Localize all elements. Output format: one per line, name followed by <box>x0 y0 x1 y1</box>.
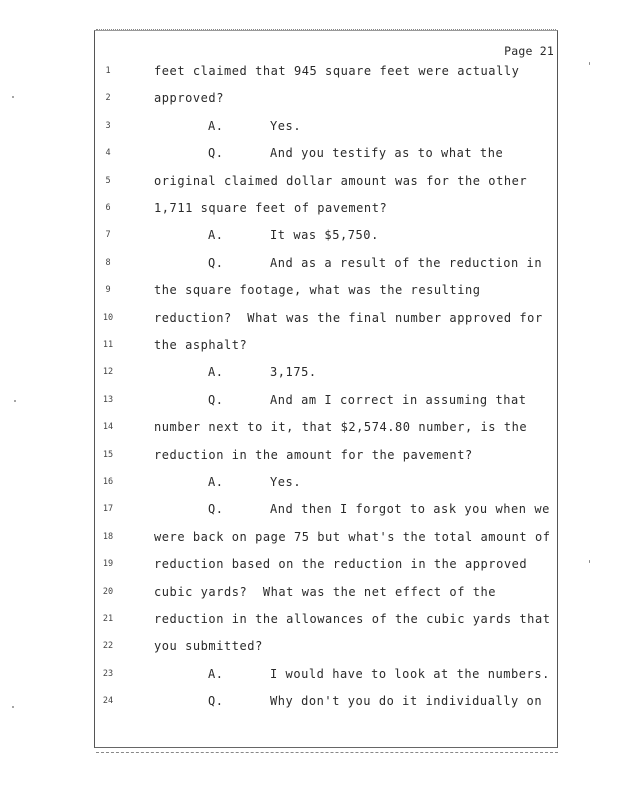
line-text: reduction in the amount for the pavement? <box>154 447 473 462</box>
transcript-line <box>0 585 618 601</box>
line-text: the square footage, what was the resulting <box>154 283 481 298</box>
transcript-line <box>0 448 618 464</box>
line-number: 13 <box>102 394 114 405</box>
line-text: cubic yards? What was the net effect of the <box>154 584 497 599</box>
line-content <box>208 228 379 242</box>
line-text: reduction in the allowances of the cubic yards that <box>154 612 551 626</box>
line-text: I would have to look at the numbers. <box>270 666 550 681</box>
line-number: 18 <box>102 531 114 542</box>
line-number: 3 <box>105 120 111 131</box>
line-number: 6 <box>105 203 111 213</box>
transcript-line <box>0 530 618 546</box>
line-content <box>208 256 542 270</box>
line-text: reduction? What was the final number approved for <box>154 310 543 325</box>
transcript-line <box>0 64 618 80</box>
transcript-line <box>0 174 618 190</box>
line-number: 11 <box>102 340 114 350</box>
transcript-line <box>0 228 618 244</box>
line-number: 4 <box>105 148 111 159</box>
transcript-line <box>0 283 618 299</box>
line-number: 1 <box>105 66 111 76</box>
page-number-header: Page 21 <box>504 44 554 58</box>
line-text: Yes. <box>270 475 302 489</box>
transcript-line <box>0 420 618 436</box>
transcript-line <box>0 311 618 327</box>
transcript-line <box>0 119 618 135</box>
speaker-label: A. <box>208 666 224 681</box>
transcript-line <box>0 201 618 217</box>
transcript-line <box>0 393 618 409</box>
transcript-line <box>0 146 618 162</box>
transcript-line <box>0 667 618 683</box>
line-content <box>154 64 519 78</box>
speaker-label: A. <box>208 365 224 380</box>
line-content <box>154 283 481 297</box>
line-content <box>154 420 527 434</box>
line-text: 1,711 square feet of pavement? <box>154 201 388 215</box>
line-number: 20 <box>102 586 114 597</box>
line-content <box>154 311 543 325</box>
line-text: the asphalt? <box>154 338 248 352</box>
line-text: you submitted? <box>154 639 263 654</box>
speaker-label: Q. <box>208 255 224 270</box>
speaker-label: Q. <box>208 392 224 407</box>
speaker-label: Q. <box>208 146 224 161</box>
line-text: number next to it, that $2,574.80 number, is the <box>154 420 528 435</box>
line-number: 14 <box>102 422 114 433</box>
line-text: And as a result of the reduction in <box>270 255 543 270</box>
line-number: 23 <box>102 668 114 679</box>
transcript-line <box>0 365 618 381</box>
transcript-line <box>0 91 618 107</box>
scan-speck <box>589 62 590 65</box>
line-text: were back on page 75 but what's the total amount of <box>154 529 551 544</box>
line-number: 9 <box>105 285 111 296</box>
speaker-label: Q. <box>208 502 224 517</box>
line-number: 8 <box>105 257 111 268</box>
line-number: 24 <box>102 696 114 707</box>
line-number: 16 <box>102 477 114 487</box>
transcript-line <box>0 502 618 518</box>
line-number: 5 <box>105 175 111 186</box>
line-text: reduction based on the reduction in the approved <box>154 557 528 572</box>
line-content <box>208 502 550 516</box>
transcript-line <box>0 475 618 491</box>
line-text: It was $5,750. <box>270 228 379 243</box>
transcript-line <box>0 557 618 573</box>
line-content <box>208 475 301 489</box>
speaker-label: A. <box>208 228 224 243</box>
scan-speck <box>12 706 14 708</box>
line-number: 12 <box>102 367 114 378</box>
line-content <box>154 530 551 544</box>
transcript-line <box>0 694 618 710</box>
speaker-label: Q. <box>208 694 224 709</box>
transcript-line <box>0 256 618 272</box>
transcript-line <box>0 612 618 628</box>
line-text: And then I forgot to ask you when we <box>270 502 550 517</box>
line-text: original claimed dollar amount was for the other <box>154 173 528 188</box>
line-text: 3,175. <box>270 365 317 380</box>
speaker-label: A. <box>208 475 224 489</box>
line-content <box>154 448 473 462</box>
line-content <box>154 174 527 188</box>
line-content <box>208 393 527 407</box>
line-content <box>208 365 317 379</box>
line-content <box>154 201 387 215</box>
line-text: feet claimed that 945 square feet were actually <box>154 64 520 78</box>
line-content <box>154 338 247 352</box>
line-content <box>154 612 551 626</box>
line-number: 22 <box>102 641 114 652</box>
line-text: Why don't you do it individually on <box>270 694 543 709</box>
line-content <box>208 667 550 681</box>
line-number: 19 <box>102 559 114 570</box>
scan-speck <box>589 560 590 563</box>
line-content <box>154 639 263 653</box>
line-content <box>154 557 527 571</box>
line-content <box>208 119 301 133</box>
line-text: approved? <box>154 91 224 106</box>
bottom-border-line <box>96 752 558 753</box>
scan-speck <box>12 96 14 98</box>
line-content <box>154 585 496 599</box>
line-number: 15 <box>102 449 114 460</box>
line-number: 17 <box>102 504 114 515</box>
transcript-line <box>0 338 618 354</box>
line-content <box>154 91 224 105</box>
line-content <box>208 146 503 160</box>
line-number: 7 <box>105 230 111 241</box>
line-number: 10 <box>102 312 114 323</box>
transcript-line <box>0 639 618 655</box>
line-text: Yes. <box>270 118 302 133</box>
line-content <box>208 694 542 708</box>
speaker-label: A. <box>208 118 224 133</box>
line-number: 21 <box>102 614 114 624</box>
line-text: And am I correct in assuming that <box>270 392 527 407</box>
line-number: 2 <box>105 93 111 104</box>
scan-speck <box>14 400 16 402</box>
line-text: And you testify as to what the <box>270 146 504 161</box>
